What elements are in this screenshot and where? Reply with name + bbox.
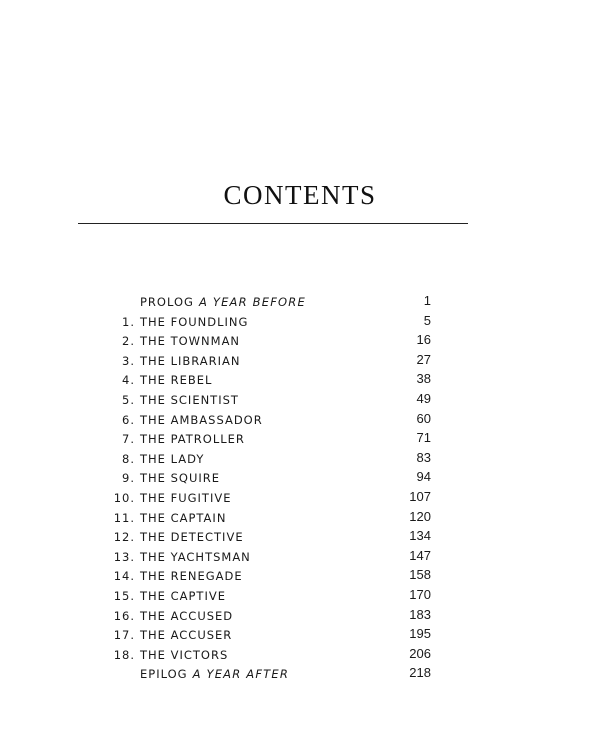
chapter-title [140,393,239,407]
chapter-title [140,550,251,564]
toc-entry [0,370,600,390]
chapter-title [140,354,241,368]
title-divider [78,223,468,224]
chapter-number: 16. [113,608,135,623]
page-number: 120 [409,508,431,524]
chapter-subtitle: A YEAR BEFORE [198,295,306,309]
page-title: CONTENTS [223,180,377,210]
toc-entry [0,645,600,665]
toc-entry [0,390,600,410]
page-number: 16 [416,332,431,348]
toc-entry [0,508,600,528]
toc-entry [0,429,600,449]
page-number: 60 [416,410,431,426]
chapter-title [140,334,240,348]
page-number: 49 [416,390,431,406]
chapter-number: 7. [122,432,135,447]
page-number: 134 [409,528,431,544]
chapter-title [140,432,245,446]
chapter-title-text: THE YACHTSMAN [140,549,251,564]
toc-entry [0,312,600,332]
chapter-number: 6. [122,412,135,427]
page-number: 183 [409,606,431,622]
chapter-title-text: THE VICTORS [140,647,229,662]
page-number: 27 [416,351,431,367]
chapter-title-text: THE TOWNMAN [140,334,241,349]
toc-entry [0,410,600,430]
chapter-title-text: THE AMBASSADOR [140,412,263,427]
chapter-number: 15. [113,588,135,603]
chapter-title-text: THE FUGITIVE [140,490,232,505]
chapter-title-text: THE LADY [140,451,205,466]
chapter-title [140,609,233,623]
chapter-title-text: THE FOUNDLING [140,314,249,329]
chapter-title [140,648,228,662]
chapter-title-text: THE CAPTIVE [140,588,226,603]
chapter-number: 10. [113,490,135,505]
chapter-title-text: THE DETECTIVE [140,530,244,545]
chapter-title [140,413,263,427]
page-number: 83 [416,449,431,465]
toc-entry [0,351,600,371]
chapter-title [140,452,204,466]
page-number: 94 [416,469,431,485]
page-number: 170 [409,586,431,602]
chapter-title-text: THE SQUIRE [140,471,221,486]
page-number: 5 [423,312,431,328]
page-number: 107 [409,488,431,504]
chapter-title-text: PROLOG [140,295,194,309]
chapter-title-text: THE SCIENTIST [140,392,239,407]
chapter-title [140,315,248,329]
chapter-number: 18. [113,647,135,662]
page-number: 218 [409,665,431,681]
chapter-title [140,373,212,387]
chapter-number: 1. [122,314,135,329]
chapter-number: 3. [122,353,135,368]
chapter-title [140,569,243,583]
chapter-title-text: THE ACCUSER [140,628,233,643]
chapter-title [140,667,289,681]
page-number: 147 [409,547,431,563]
chapter-title [140,628,232,642]
chapter-number: 17. [113,628,135,643]
chapter-title [140,471,220,485]
page-number: 71 [416,430,431,446]
toc-entry [0,292,600,312]
chapter-subtitle: A YEAR AFTER [192,667,290,682]
chapter-number: 5. [122,392,135,407]
chapter-title [140,589,226,603]
chapter-title-text: THE REBEL [140,373,213,388]
chapter-number: 9. [122,471,135,486]
chapter-number: 11. [113,510,135,525]
chapter-title-text: THE ACCUSED [140,608,234,623]
chapter-title-text: EPILOG [140,667,188,682]
toc-entry [0,449,600,469]
toc-entry [0,606,600,626]
page-number: 195 [409,626,431,642]
chapter-title [140,295,306,309]
toc-entry [0,527,600,547]
page-number: 1 [423,293,431,308]
toc-entry [0,664,600,684]
chapter-title-text: THE CAPTAIN [140,510,227,525]
chapter-title [140,491,231,505]
toc-entry [0,331,600,351]
table-of-contents [0,292,600,684]
toc-entry [0,468,600,488]
chapter-title [140,530,244,544]
toc-entry [0,586,600,606]
page-number: 158 [409,567,431,583]
chapter-number: 8. [122,451,135,466]
chapter-title-text: THE RENEGADE [140,569,243,584]
chapter-title [140,511,226,525]
chapter-number: 13. [113,549,135,564]
toc-entry [0,488,600,508]
page-number: 38 [416,371,431,387]
chapter-number: 12. [113,530,135,545]
chapter-number: 2. [122,334,135,349]
chapter-title-text: THE LIBRARIAN [140,353,241,368]
page-number: 206 [409,645,431,661]
chapter-number: 4. [122,373,135,388]
chapter-number: 14. [113,569,135,584]
toc-entry [0,566,600,586]
toc-entry [0,625,600,645]
toc-entry [0,547,600,567]
chapter-title-text: THE PATROLLER [140,432,245,447]
